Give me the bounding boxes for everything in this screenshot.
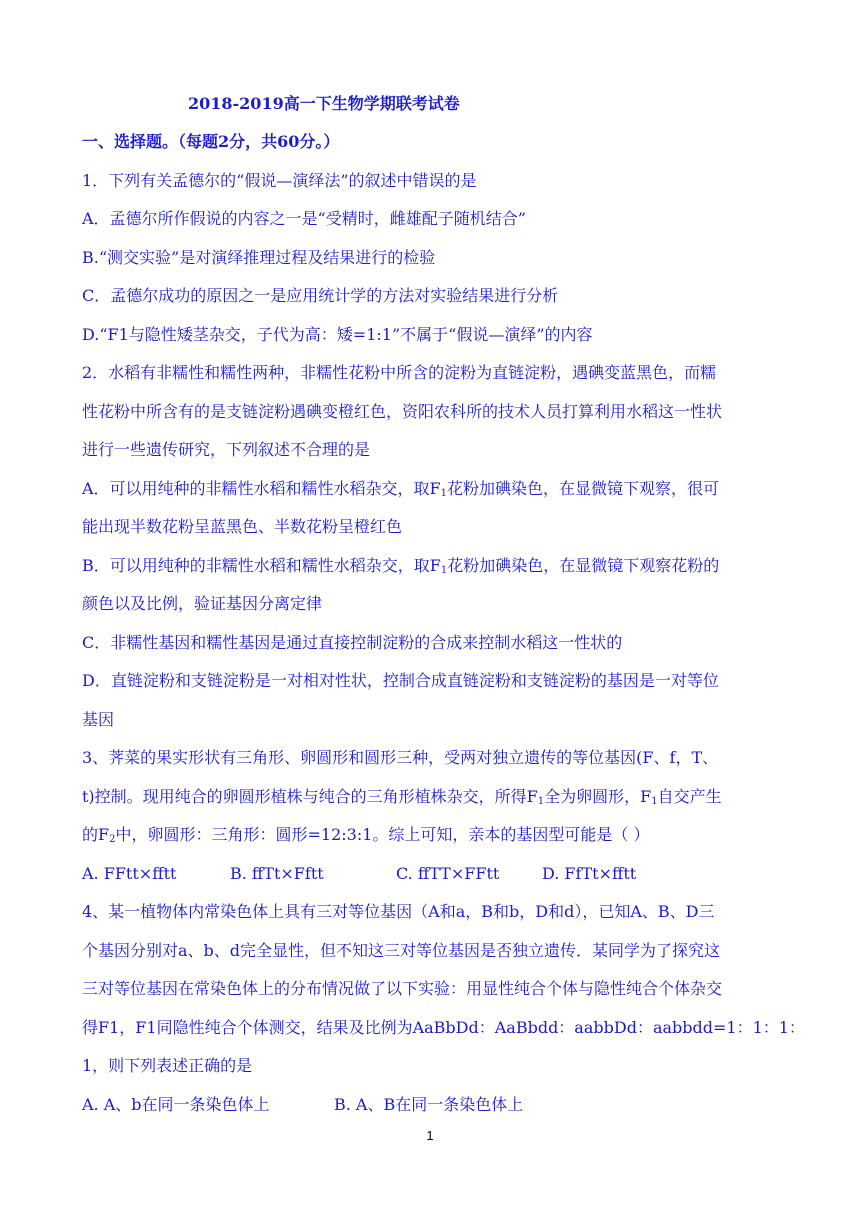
q2-stem-line1: 2．水稻有非糯性和糯性两种，非糯性花粉中所含的淀粉为直链淀粉，遇碘变蓝黑色，而糯 [82,363,717,382]
q3-option-a: A. FFtt×fftt [82,864,177,883]
exam-title: 2018-2019高一下生物学期联考试卷 [188,94,460,113]
q2-option-d-line1: D．直链淀粉和支链淀粉是一对相对性状，控制合成直链淀粉和支链淀粉的基因是一对等位 [82,671,719,690]
q2-stem-line2: 性花粉中所含有的是支链淀粉遇碘变橙红色，资阳农科所的技术人员打算利用水稻这一性状 [82,402,723,421]
q3-option-d: D. FfTt×fftt [542,864,637,883]
q4-stem-line4: 得F1，F1同隐性纯合个体测交，结果及比例为AaBbDd：AaBbdd：aabbDd：aabbdd=1：1：1： [82,1018,805,1037]
q2-option-a-line1: A．可以用纯种的非糯性水稻和糯性水稻杂交，取$F_1$花粉加碘染色，在显微镜下观察，很可 [82,479,720,499]
q4-options [82,1095,820,1115]
q4-stem-line5: 1，则下列表述正确的是 [82,1056,253,1075]
q3-stem-line3: 的$F_2$中，卵圆形：三角形：圆形=12:3:1。综上可知，亲本的基因型可能是（ ） [82,825,650,845]
q1-stem: 1．下列有关孟德尔的“假说—演绎法”的叙述中错误的是 [82,171,477,190]
q1-option-d: D.“F1与隐性矮茎杂交，子代为高：矮=1:1”不属于“假说—演绎”的内容 [82,325,593,344]
q4-stem-line2: 个基因分别对a、b、d完全显性，但不知这三对等位基因是否独立遗传．某同学为了探究这 [82,941,721,960]
q4-stem-line3: 三对等位基因在常染色体上的分布情况做了以下实验：用显性纯合个体与隐性纯合个体杂交 [82,979,723,998]
q4-option-b: B. A、B在同一条染色体上 [334,1095,524,1114]
q3-options [82,864,820,884]
q1-option-c: C．孟德尔成功的原因之一是应用统计学的方法对实验结果进行分析 [82,286,559,305]
q4-stem-line1: 4、某一植物体内常染色体上具有三对等位基因（A和a，B和b，D和d），已知A、B、D三 [82,902,715,921]
section-heading: 一、选择题。（每题2分，共60分。） [82,132,340,151]
q2-option-b-line1: B．可以用纯种的非糯性水稻和糯性水稻杂交，取$F_1$花粉加碘染色，在显微镜下观察花粉的 [82,556,720,576]
page-number: 1 [426,1128,434,1143]
q1-option-b: B.“测交实验”是对演绎推理过程及结果进行的检验 [82,248,436,267]
q4-option-a: A. A、b在同一条染色体上 [82,1095,270,1114]
q3-option-c: C. ffTT×FFtt [396,864,500,883]
q3-stem-line1: 3、荠菜的果实形状有三角形、卵圆形和圆形三种，受两对独立遗传的等位基因(F、f，T、 [82,748,719,767]
q2-stem-line3: 进行一些遗传研究，下列叙述不合理的是 [82,440,371,459]
q2-option-d-line2: 基因 [82,710,115,729]
q2-option-c: C．非糯性基因和糯性基因是通过直接控制淀粉的合成来控制水稻这一性状的 [82,633,623,652]
q3-option-b: B. ffTt×Fftt [230,864,324,883]
q2-option-a-line2: 能出现半数花粉呈蓝黑色、半数花粉呈橙红色 [82,517,403,536]
q2-option-b-line2: 颜色以及比例，验证基因分离定律 [82,594,323,613]
q1-option-a: A．孟德尔所作假说的内容之一是“受精时，雌雄配子随机结合” [82,209,526,228]
q3-stem-line2: t)控制。现用纯合的卵圆形植株与纯合的三角形植株杂交，所得$F_1$全为卵圆形，$F_1$自交产生 [82,787,722,807]
